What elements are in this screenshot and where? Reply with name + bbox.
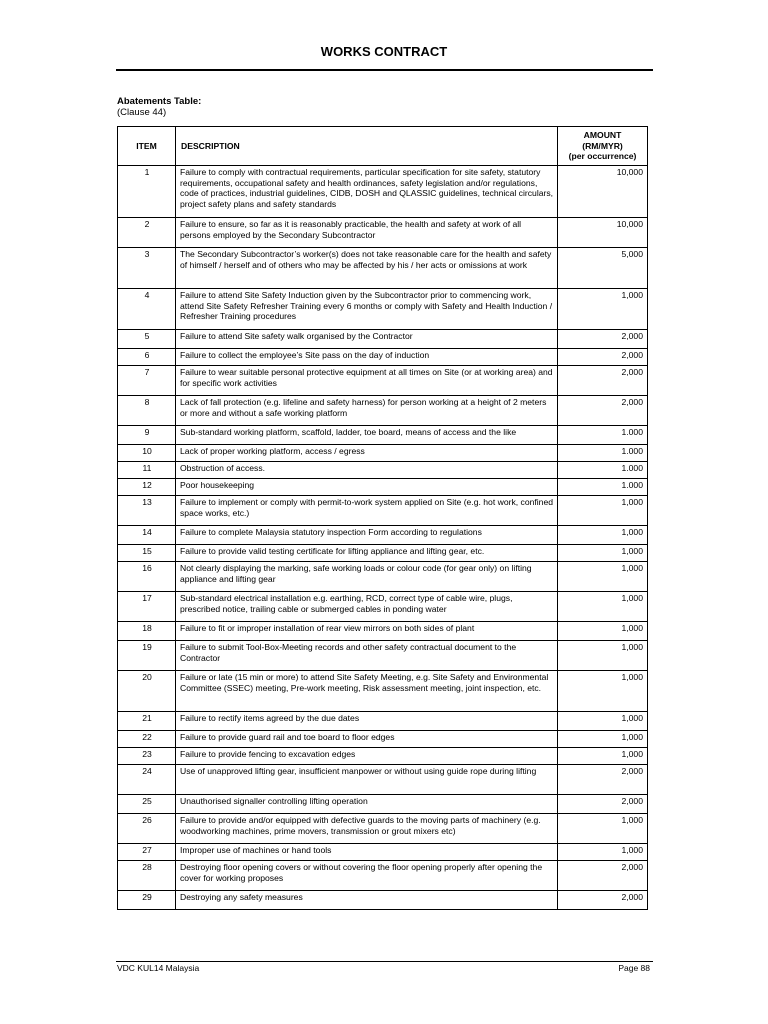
row-description: Failure to provide and/or equipped with defective guards to the moving parts of machinery (e.g. woodworking machines, prime movers, transmission or grout mixers etc) bbox=[176, 814, 558, 844]
row-description: Improper use of machines or hand tools bbox=[176, 844, 558, 861]
row-item-number: 18 bbox=[118, 622, 176, 641]
row-amount: 1,000 bbox=[558, 814, 648, 844]
row-item-number: 12 bbox=[118, 479, 176, 496]
row-item-number: 22 bbox=[118, 731, 176, 748]
table-row bbox=[118, 218, 648, 248]
row-item-number: 21 bbox=[118, 712, 176, 731]
footer-divider bbox=[116, 961, 653, 962]
row-amount: 1,000 bbox=[558, 526, 648, 545]
row-amount: 2,000 bbox=[558, 861, 648, 891]
table-row bbox=[118, 844, 648, 861]
header-amount-line3: (per occurrence) bbox=[568, 151, 637, 162]
row-description: Failure to comply with contractual requirements, particular specification for site safety, statutory requirements, occupational safety and health ordinances, safety legislation and/or regulations, code of practices, industrial guidelines, CIDB, DOSH and QLASSIC guidelines, technical circulars, project safety plans and safety standards bbox=[176, 166, 558, 218]
row-amount: 1,000 bbox=[558, 731, 648, 748]
table-row bbox=[118, 622, 648, 641]
row-item-number: 1 bbox=[118, 166, 176, 218]
table-row bbox=[118, 748, 648, 765]
header-amount-line2: (RM/MYR) bbox=[582, 140, 623, 151]
row-amount: 1,000 bbox=[558, 844, 648, 861]
row-description: Failure to submit Tool-Box-Meeting records and other safety contractual document to the Contractor bbox=[176, 641, 558, 671]
row-description: Failure to complete Malaysia statutory inspection Form according to regulations bbox=[176, 526, 558, 545]
section-heading bbox=[117, 96, 201, 118]
table-row bbox=[118, 562, 648, 592]
document-title: WORKS CONTRACT bbox=[320, 44, 448, 59]
row-item-number: 23 bbox=[118, 748, 176, 765]
row-description: Failure or late (15 min or more) to attend Site Safety Meeting, e.g. Site Safety and Environmental Committee (SSEC) meeting, Pre-work meeting, Risk assessment meeting, joint inspection, etc. bbox=[176, 671, 558, 712]
row-description: Failure to provide fencing to excavation edges bbox=[176, 748, 558, 765]
row-item-number: 16 bbox=[118, 562, 176, 592]
row-description: Sub-standard working platform, scaffold, ladder, toe board, means of access and the like bbox=[176, 426, 558, 445]
row-item-number: 11 bbox=[118, 462, 176, 479]
row-amount: 1.000 bbox=[558, 479, 648, 496]
row-item-number: 28 bbox=[118, 861, 176, 891]
row-item-number: 29 bbox=[118, 891, 176, 910]
row-amount: 2,000 bbox=[558, 765, 648, 795]
table-row bbox=[118, 289, 648, 330]
row-item-number: 2 bbox=[118, 218, 176, 248]
abatements-table bbox=[117, 126, 648, 910]
clause-reference: (Clause 44) bbox=[117, 107, 167, 118]
table-row bbox=[118, 166, 648, 218]
row-description: Failure to wear suitable personal protective equipment at all times on Site (or at working area) and for specific work activities bbox=[176, 366, 558, 396]
table-row bbox=[118, 496, 648, 526]
table-row bbox=[118, 479, 648, 496]
row-description: Failure to provide guard rail and toe board to floor edges bbox=[176, 731, 558, 748]
table-row bbox=[118, 814, 648, 844]
table-row bbox=[118, 445, 648, 462]
table-row bbox=[118, 349, 648, 366]
row-description: Failure to attend Site Safety Induction given by the Subcontractor prior to commencing work, attend Site Safety Refresher Training every 6 months or comply with Safety and Health Induction / Refresher Training procedures bbox=[176, 289, 558, 330]
row-description: Destroying any safety measures bbox=[176, 891, 558, 910]
row-description: Sub-standard electrical installation e.g. earthing, RCD, correct type of cable wire, plugs, prescribed notice, trailing cable or submerged cables in ponding water bbox=[176, 592, 558, 622]
header-amount-line1: AMOUNT bbox=[583, 130, 622, 141]
row-description: Lack of proper working platform, access / egress bbox=[176, 445, 558, 462]
title-divider bbox=[116, 69, 653, 71]
row-amount: 2,000 bbox=[558, 349, 648, 366]
row-amount: 2,000 bbox=[558, 366, 648, 396]
row-amount: 10,000 bbox=[558, 166, 648, 218]
table-row bbox=[118, 545, 648, 562]
row-amount: 1,000 bbox=[558, 748, 648, 765]
table-row bbox=[118, 366, 648, 396]
row-description: Not clearly displaying the marking, safe working loads or colour code (for gear only) on lifting appliance and lifting gear bbox=[176, 562, 558, 592]
row-item-number: 17 bbox=[118, 592, 176, 622]
table-row bbox=[118, 641, 648, 671]
row-item-number: 7 bbox=[118, 366, 176, 396]
row-amount: 1,000 bbox=[558, 496, 648, 526]
row-amount: 1,000 bbox=[558, 671, 648, 712]
table-row bbox=[118, 731, 648, 748]
row-item-number: 3 bbox=[118, 248, 176, 289]
row-description: Lack of fall protection (e.g. lifeline and safety harness) for person working at a height of 2 meters or more and without a safe working platform bbox=[176, 396, 558, 426]
row-amount: 1,000 bbox=[558, 562, 648, 592]
row-description: Obstruction of access. bbox=[176, 462, 558, 479]
table-row bbox=[118, 396, 648, 426]
row-description: Unauthorised signaller controlling lifting operation bbox=[176, 795, 558, 814]
table-row bbox=[118, 671, 648, 712]
row-amount: 5,000 bbox=[558, 248, 648, 289]
table-row bbox=[118, 765, 648, 795]
row-amount: 1,000 bbox=[558, 641, 648, 671]
row-description: Failure to implement or comply with permit-to-work system applied on Site (e.g. hot work, confined space works, etc.) bbox=[176, 496, 558, 526]
row-description: Failure to attend Site safety walk organised by the Contractor bbox=[176, 330, 558, 349]
header-item: ITEM bbox=[118, 127, 176, 166]
row-amount: 1,000 bbox=[558, 592, 648, 622]
row-amount: 2,000 bbox=[558, 795, 648, 814]
row-item-number: 20 bbox=[118, 671, 176, 712]
table-row bbox=[118, 712, 648, 731]
row-amount: 1.000 bbox=[558, 426, 648, 445]
row-item-number: 26 bbox=[118, 814, 176, 844]
header-amount bbox=[558, 127, 648, 166]
row-amount: 2,000 bbox=[558, 330, 648, 349]
row-amount: 2,000 bbox=[558, 396, 648, 426]
row-description: Failure to fit or improper installation of rear view mirrors on both sides of plant bbox=[176, 622, 558, 641]
row-item-number: 5 bbox=[118, 330, 176, 349]
row-item-number: 25 bbox=[118, 795, 176, 814]
row-description: Failure to rectify items agreed by the due dates bbox=[176, 712, 558, 731]
table-row bbox=[118, 592, 648, 622]
table-row bbox=[118, 330, 648, 349]
row-amount: 1,000 bbox=[558, 622, 648, 641]
table-row bbox=[118, 426, 648, 445]
row-item-number: 15 bbox=[118, 545, 176, 562]
row-amount: 1.000 bbox=[558, 445, 648, 462]
table-header-row bbox=[118, 127, 648, 166]
header-description: DESCRIPTION bbox=[176, 127, 558, 166]
row-description: The Secondary Subcontractor’s worker(s) does not take reasonable care for the health and safety of himself / herself and of others who may be affected by his / her acts or omissions at work bbox=[176, 248, 558, 289]
row-description: Destroying floor opening covers or without covering the floor opening properly after opening the cover for working proposes bbox=[176, 861, 558, 891]
row-item-number: 27 bbox=[118, 844, 176, 861]
row-description: Use of unapproved lifting gear, insufficient manpower or without using guide rope during lifting bbox=[176, 765, 558, 795]
row-amount: 2,000 bbox=[558, 891, 648, 910]
row-amount: 10,000 bbox=[558, 218, 648, 248]
row-item-number: 8 bbox=[118, 396, 176, 426]
row-item-number: 10 bbox=[118, 445, 176, 462]
row-item-number: 4 bbox=[118, 289, 176, 330]
footer-document-ref: VDC KUL14 Malaysia bbox=[117, 963, 200, 973]
row-description: Failure to collect the employee’s Site pass on the day of induction bbox=[176, 349, 558, 366]
table-row bbox=[118, 861, 648, 891]
table-row bbox=[118, 891, 648, 910]
row-amount: 1,000 bbox=[558, 545, 648, 562]
row-item-number: 6 bbox=[118, 349, 176, 366]
row-amount: 1.000 bbox=[558, 462, 648, 479]
table-row bbox=[118, 248, 648, 289]
table-row bbox=[118, 526, 648, 545]
table-row bbox=[118, 462, 648, 479]
table-row bbox=[118, 795, 648, 814]
row-amount: 1,000 bbox=[558, 289, 648, 330]
abatements-heading: Abatements Table: bbox=[117, 96, 202, 107]
row-description: Failure to provide valid testing certificate for lifting appliance and lifting gear, etc. bbox=[176, 545, 558, 562]
row-description: Failure to ensure, so far as it is reasonably practicable, the health and safety at work of all persons employed by the Secondary Subcontractor bbox=[176, 218, 558, 248]
row-item-number: 14 bbox=[118, 526, 176, 545]
row-item-number: 24 bbox=[118, 765, 176, 795]
row-description: Poor housekeeping bbox=[176, 479, 558, 496]
row-amount: 1,000 bbox=[558, 712, 648, 731]
row-item-number: 13 bbox=[118, 496, 176, 526]
page-number: Page 88 bbox=[618, 963, 650, 973]
row-item-number: 19 bbox=[118, 641, 176, 671]
row-item-number: 9 bbox=[118, 426, 176, 445]
